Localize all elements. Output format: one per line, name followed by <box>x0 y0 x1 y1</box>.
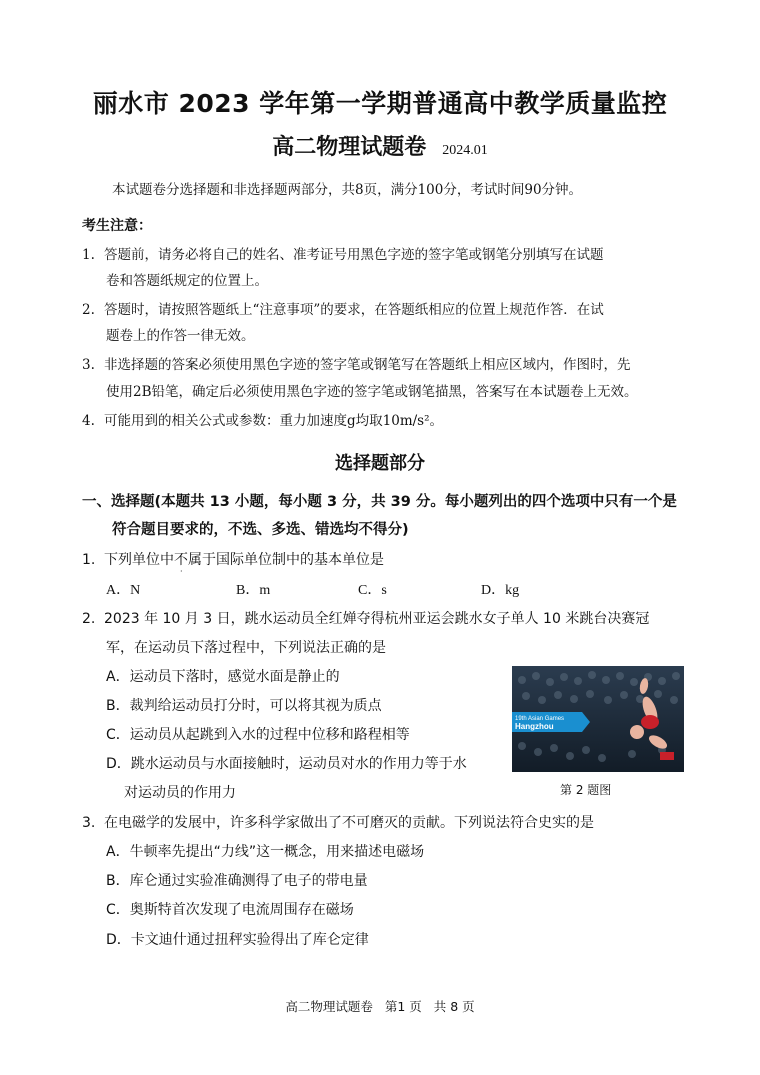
intro-text: 本试题卷分选择题和非选择题两部分，共8页，满分100分，考试时间90分钟。 <box>112 182 583 198</box>
question-2-option-b: B．裁判给运动员打分时，可以将其视为质点 <box>106 698 382 714</box>
question-3-option-d: D．卡文迪什通过扭秤实验得出了库仑定律 <box>106 932 369 948</box>
question-3-option-a: A．牛顿率先提出“力线”这一概念，用来描述电磁场 <box>106 844 425 860</box>
question-2-option-d-cont: 对运动员的作用力 <box>124 785 236 801</box>
part-heading: 一、选择题(本题共 13 小题，每小题 3 分，共 39 分。每小题列出的四个选项中只有一个是 <box>82 494 677 510</box>
notice-item-2: 2. 答题时，请按照答题纸上“注意事项”的要求，在答题纸相应的位置上规范作答．在试 <box>82 302 604 318</box>
subtitle-text: 高二物理试题卷 <box>272 135 427 160</box>
question-1-option-d: D．kg <box>481 583 520 598</box>
diver-photo <box>512 666 684 772</box>
question-2-stem: 2. 2023 年 10 月 3 日，跳水运动员全红婵夺得杭州亚运会跳水女子单人 10 米跳台决赛冠 <box>82 611 650 627</box>
notice-heading: 考生注意： <box>82 218 152 234</box>
page-number: 第1 页 <box>384 999 422 1014</box>
question-2-option-d: D．跳水运动员与水面接触时，运动员对水的作用力等于水 <box>106 756 467 772</box>
notice-item-3-cont: 使用2B铅笔，确定后必须使用黑色字迹的签字笔或钢笔描黑，答案写在本试题卷上无效。 <box>106 384 638 400</box>
photo-banner-large: Hangzhou <box>515 722 554 731</box>
question-1-option-b: B．m <box>236 583 271 598</box>
page-footer: 高二物理试题卷 第1 页 共 8 页 <box>285 999 475 1014</box>
diver-photo-illustration <box>512 666 684 772</box>
question-3-option-c: C．奥斯特首次发现了电流周围存在磁场 <box>106 902 354 918</box>
part-heading-cont: 符合题目要求的，不选、多选、错选均不得分) <box>112 522 409 538</box>
question-3-option-b: B．库仑通过实验准确测得了电子的带电量 <box>106 873 368 889</box>
page-total: 共 8 页 <box>433 999 475 1014</box>
exam-date: 2024.01 <box>442 143 488 158</box>
question-2-option-a: A．运动员下落时，感觉水面是静止的 <box>106 669 340 685</box>
question-3-stem: 3. 在电磁学的发展中，许多科学家做出了不可磨灭的贡献。下列说法符合史实的是 <box>82 815 594 831</box>
page-title: 丽水市 2023 学年第一学期普通高中教学质量监控 <box>92 89 668 118</box>
question-1-option-a: A．N <box>106 583 141 598</box>
question-2-stem-cont: 军，在运动员下落过程中，下列说法正确的是 <box>106 640 386 656</box>
section-title: 选择题部分 <box>335 453 425 474</box>
notice-item-1-cont: 卷和答题纸规定的位置上。 <box>106 273 268 289</box>
photo-banner-small: 19th Asian Games <box>515 716 565 722</box>
notice-item-3: 3. 非选择题的答案必须使用黑色字迹的签字笔或钢笔写在答题纸上相应区域内，作图时，先 <box>82 357 631 373</box>
question-2-option-c: C．运动员从起跳到入水的过程中位移和路程相等 <box>106 727 410 743</box>
notice-item-4: 4. 可能用到的相关公式或参数：重力加速度g均取10m/s²。 <box>82 413 444 429</box>
question-1-option-c: C．s <box>358 583 387 598</box>
emphasis-mark: 不 · <box>174 552 188 576</box>
notice-item-1: 1. 答题前，请务必将自己的姓名、准考证号用黑色字迹的签字笔或钢笔分别填写在试题 <box>82 247 604 263</box>
question-1-stem: 1. 下列单位中不 · 属于国际单位制中的基本单位是 <box>82 552 384 576</box>
notice-item-2-cont: 题卷上的作答一律无效。 <box>106 328 255 344</box>
photo-caption: 第 2 题图 <box>560 783 612 797</box>
page-subtitle <box>0 130 760 161</box>
